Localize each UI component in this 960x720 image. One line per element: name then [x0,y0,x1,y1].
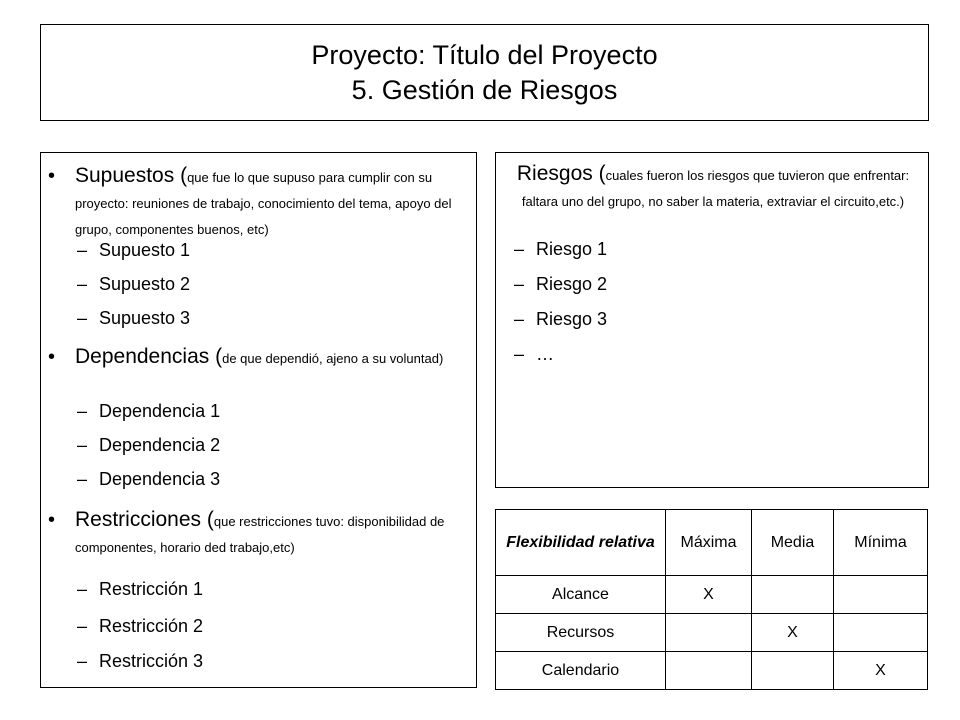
table-header-row [496,510,928,576]
table-row [496,576,928,614]
supuestos-block [75,163,473,241]
section-title: 5. Gestión de Riesgos [351,74,618,105]
dash-icon: – [514,274,525,294]
list-item: – Restricción 1 [77,579,204,599]
list-item: – Supuesto 1 [77,240,191,260]
title-box [40,24,929,121]
flexibility-table [495,509,928,690]
supuestos-note: que fue lo que supuso para cumplir con su proyecto: reuniones de trabajo, conocimiento del tema, apoyo del grupo, componentes buenos, etc) [75,170,452,237]
row-label: Alcance [496,576,666,614]
dash-icon: – [514,309,525,329]
dash-icon: – [77,651,88,671]
riesgos-note: cuales fueron los riesgos que tuvieron que enfrentar: faltara uno del grupo, no saber la materia, extraviar el circuito,etc.) [521,168,910,209]
dash-icon: – [77,435,88,455]
table-cell: X [834,652,928,690]
table-cell [752,576,834,614]
supuestos-heading: Supuestos ( [75,164,188,187]
list-item: – Riesgo 3 [514,309,608,329]
table-cell: X [666,576,752,614]
dash-icon: – [77,274,88,294]
table-row [496,614,928,652]
dash-icon: – [514,344,525,364]
list-item: – … [514,344,554,364]
table-cell: X [752,614,834,652]
table-cell [834,614,928,652]
dependencias-block [75,344,473,370]
left-content-box [40,152,477,688]
bullet-icon: • [48,509,56,531]
dependencias-note: de que dependió, ajeno a su voluntad) [222,351,444,366]
dash-icon: – [77,401,88,421]
dash-icon: – [77,579,88,599]
restricciones-block [75,507,473,559]
list-item: – Restricción 2 [77,616,204,636]
table-corner-header: Flexibilidad relativa [496,510,666,576]
list-item: – Riesgo 2 [514,274,608,294]
dependencias-heading: Dependencias ( [75,345,223,368]
table-row [496,652,928,690]
column-header: Máxima [666,510,752,576]
column-header: Mínima [834,510,928,576]
table-cell [834,576,928,614]
row-label: Calendario [496,652,666,690]
list-item: – Dependencia 2 [77,435,221,455]
restricciones-heading: Restricciones ( [75,508,214,531]
row-label: Recursos [496,614,666,652]
dash-icon: – [77,240,88,260]
table-cell [752,652,834,690]
list-item: – Dependencia 1 [77,401,221,421]
list-item: – Supuesto 2 [77,274,191,294]
table-cell [666,652,752,690]
dash-icon: – [514,239,525,259]
bullet-icon: • [48,165,56,187]
list-item: – Dependencia 3 [77,469,221,489]
project-title: Proyecto: Título del Proyecto [311,39,658,70]
bullet-icon: • [48,346,56,368]
list-item: – Supuesto 3 [77,308,191,328]
list-item: – Riesgo 1 [514,239,608,259]
riesgos-block [504,161,922,213]
riesgos-heading: Riesgos ( [516,162,606,185]
riesgos-box [495,152,929,488]
list-item: – Restricción 3 [77,651,204,671]
dash-icon: – [77,308,88,328]
column-header: Media [752,510,834,576]
dash-icon: – [77,469,88,489]
restricciones-note: que restricciones tuvo: disponibilidad de componentes, horario ded trabajo,etc) [75,514,445,555]
table-cell [666,614,752,652]
dash-icon: – [77,616,88,636]
